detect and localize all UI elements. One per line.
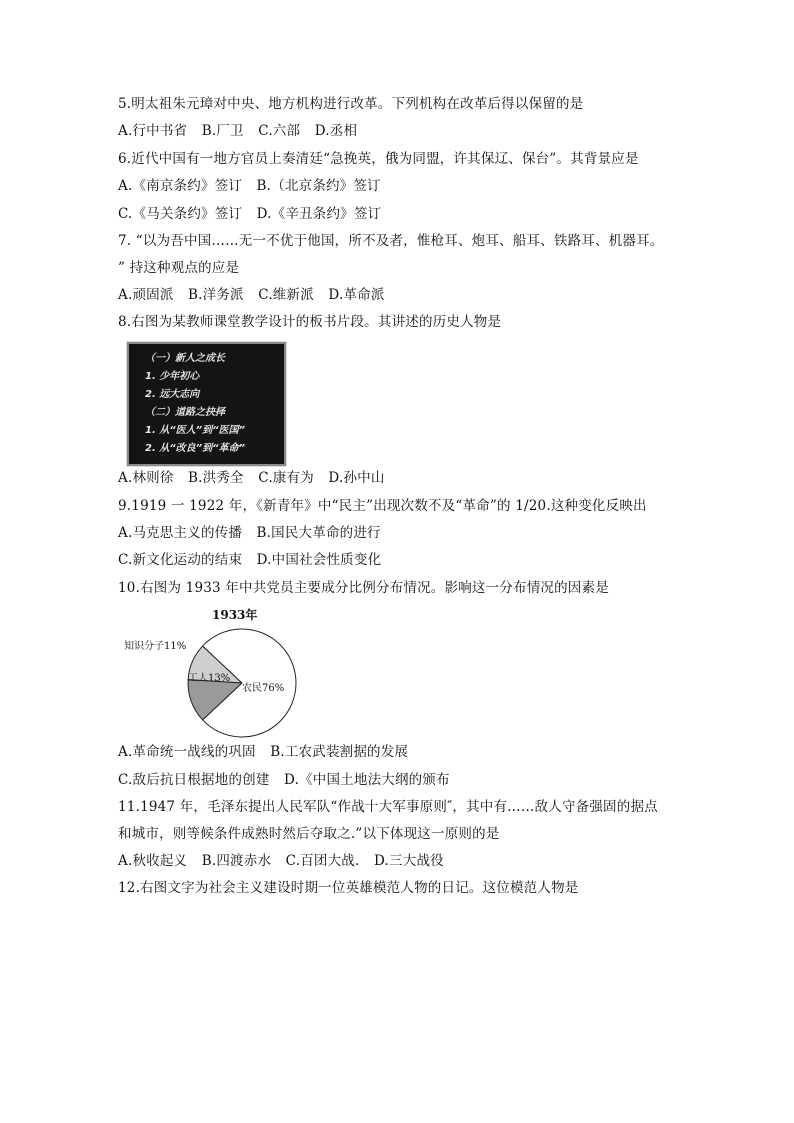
q11-option-a: A.秋收起义 xyxy=(118,853,188,869)
q10-option-a: A.革命统一战线的巩固 xyxy=(118,744,256,760)
q7-option-b: B.洋务派 xyxy=(188,287,244,303)
pie-label-工人: 工人13% xyxy=(188,673,231,684)
q5-option-b: B.厂卫 xyxy=(201,123,244,139)
blackboard-image xyxy=(127,342,286,466)
q10-option-b: B.工农武装割据的发展 xyxy=(270,744,409,760)
q6-options-row1 xyxy=(118,177,391,195)
q5-option-c: C.六部 xyxy=(258,123,301,139)
membership-pie-chart xyxy=(110,605,310,740)
q10-options-row1 xyxy=(118,743,418,761)
q9-option-d: D.中国社会性质变化 xyxy=(256,552,382,568)
q5-stem: 5.明太祖朱元璋对中央、地方机构进行改革。下列机构在改革后得以保留的是 xyxy=(118,96,584,112)
q5-option-d: D.丞相 xyxy=(314,123,358,139)
q7-option-d: D.革命派 xyxy=(328,287,385,303)
q7-stem-line2: ” 持这种观点的应是 xyxy=(118,260,240,276)
q6-option-a: A.《南京条约》签订 xyxy=(118,178,243,194)
q8-stem: 8.右图为某教师课堂教学设计的板书片段。其讲述的历史人物是 xyxy=(118,314,502,330)
q7-options xyxy=(118,286,395,304)
q10-option-d: D.《中国土地法大纲的颁布 xyxy=(284,772,450,788)
q9-stem: 9.1919 一 1922 年，《新青年》中“民主”出现次数不及“革命”的 1/20.这种变化反映出 xyxy=(118,498,647,514)
board-line-1: （一）新人之成长 xyxy=(145,353,225,364)
pie-label-农民: 农民76% xyxy=(242,683,285,694)
chart-title: 1933年 xyxy=(212,608,258,622)
q11-option-c: C.百团大战. xyxy=(285,853,360,869)
q5-option-a: A.行中书省 xyxy=(118,123,188,139)
q8-option-b: B.洪秀全 xyxy=(188,470,244,486)
board-line-3: 2. 远大志向 xyxy=(145,389,200,400)
board-line-6: 2. 从“改良”到“革命” xyxy=(145,443,245,454)
q9-options-row1 xyxy=(118,524,391,542)
q6-option-d: D.《辛丑条约》签订 xyxy=(256,206,382,222)
q10-options-row2 xyxy=(118,771,460,789)
q10-option-c: C.敌后抗日根据地的创建 xyxy=(118,772,270,788)
q8-option-c: C.康有为 xyxy=(258,470,314,486)
q9-options-row2 xyxy=(118,551,391,569)
q9-option-b: B.国民大革命的进行 xyxy=(256,525,381,541)
q12-stem: 12.右图文字为社会主义建设时期一位英雄模范人物的日记。这位模范人物是 xyxy=(118,880,579,896)
q8-option-a: A.林则徐 xyxy=(118,470,174,486)
q7-option-c: C.维新派 xyxy=(258,287,314,303)
board-line-5: 1. 从“医人”到“医国” xyxy=(145,425,245,436)
q11-stem-line2: 和城市，则等候条件成熟时然后夺取之.”以下体现这一原则的是 xyxy=(118,826,500,842)
q11-stem-line1: 11.1947 年，毛泽东提出人民军队“作战十大军事原则″，其中有……敌人守备强固的据点 xyxy=(118,799,658,815)
q5-options xyxy=(118,122,367,140)
q6-option-b: B.（北京条约》签订 xyxy=(256,178,381,194)
q9-option-a: A.马克思主义的传播 xyxy=(118,525,243,541)
q11-option-d: D.三大战役 xyxy=(374,853,444,869)
q10-stem: 10.右图为 1933 年中共党员主要成分比例分布情况。影响这一分布情况的因素是 xyxy=(118,580,609,596)
q6-option-c: C.《马关条约》签订 xyxy=(118,206,243,222)
q11-options xyxy=(118,852,454,870)
q7-option-a: A.顽固派 xyxy=(118,287,174,303)
pie-label-知识分子: 知识分子11% xyxy=(124,641,187,652)
board-line-4: （二）道路之抉择 xyxy=(145,407,225,418)
board-line-2: 1. 少年初心 xyxy=(145,371,200,382)
q8-option-d: D.孙中山 xyxy=(328,470,385,486)
q11-option-b: B.四渡赤水 xyxy=(201,853,272,869)
q6-stem: 6.近代中国有一地方官员上奏清廷“急挽英，俄为同盟，许其保辽、保台”。其背景应是 xyxy=(118,151,639,167)
q6-options-row2 xyxy=(118,205,391,223)
q9-option-c: C.新文化运动的结束 xyxy=(118,552,243,568)
q7-stem-line1: 7. “以为吾中国……无一不优于他国，所不及者，惟枪耳、炮耳、船耳、铁路耳、机器耳。 xyxy=(118,233,664,249)
q8-options xyxy=(118,469,395,487)
